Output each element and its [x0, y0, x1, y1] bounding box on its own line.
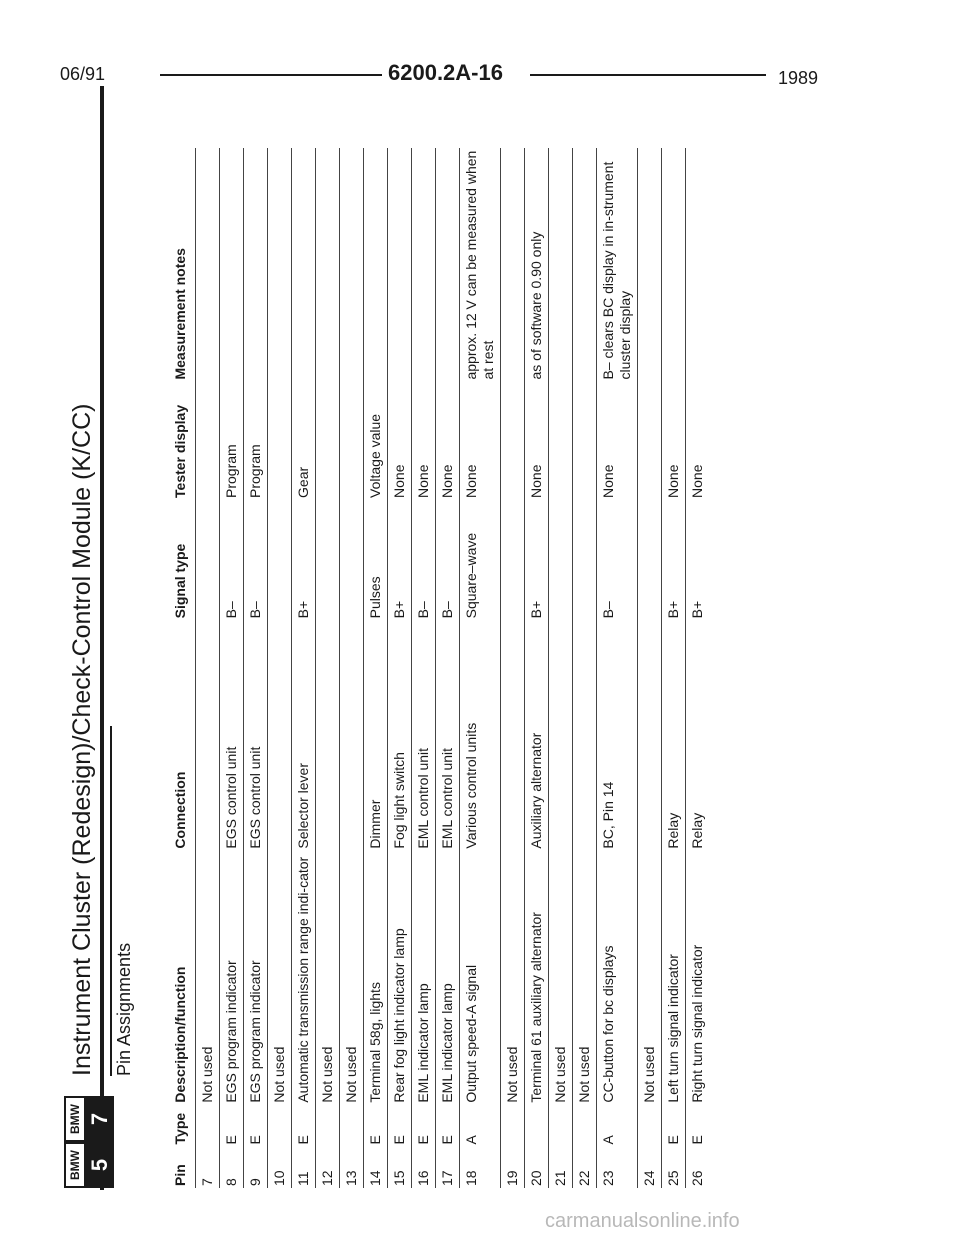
header-doc-number: 6200.2A-16 — [388, 60, 503, 85]
cell-signal: B– — [412, 500, 436, 620]
cell-type — [573, 1105, 597, 1147]
cell-pin: 23 — [597, 1146, 638, 1188]
cell-signal: B+ — [662, 500, 686, 620]
cell-tester: Gear — [292, 382, 316, 500]
table-row — [525, 148, 549, 1188]
cell-tester: None — [525, 382, 549, 500]
cell-pin: 26 — [686, 1146, 710, 1188]
cell-connection — [638, 620, 662, 850]
cell-description: Not used — [196, 851, 220, 1105]
table-row — [460, 148, 501, 1188]
cell-connection: Relay — [686, 620, 710, 850]
cell-type: E — [292, 1105, 316, 1147]
cell-signal: Pulses — [364, 500, 388, 620]
header-rule-left — [160, 74, 382, 76]
cell-notes — [573, 148, 597, 382]
table-row — [549, 148, 573, 1188]
cell-tester: None — [460, 382, 501, 500]
cell-signal — [268, 500, 292, 620]
table-row — [244, 148, 268, 1188]
cell-connection: EML control unit — [412, 620, 436, 850]
col-header-tester: Tester display — [172, 404, 188, 498]
col-header-type: Type — [172, 1112, 188, 1145]
cell-pin: 22 — [573, 1146, 597, 1188]
cell-connection: Selector lever — [292, 620, 316, 850]
logo-brand-right: BMW — [64, 1096, 86, 1142]
cell-description: Left turn signal indicator — [662, 851, 686, 1105]
cell-pin: 13 — [340, 1146, 364, 1188]
cell-type — [525, 1105, 549, 1147]
cell-tester — [340, 382, 364, 500]
table-row — [292, 148, 316, 1188]
page-subtitle: Pin Assignments — [110, 726, 135, 1076]
cell-type: E — [364, 1105, 388, 1147]
cell-notes — [220, 148, 244, 382]
cell-tester — [316, 382, 340, 500]
cell-pin: 15 — [388, 1146, 412, 1188]
cell-tester: None — [662, 382, 686, 500]
header-rule-right — [530, 74, 766, 76]
cell-tester: None — [686, 382, 710, 500]
cell-description: Terminal 61 auxiliary alternator — [525, 851, 549, 1105]
cell-tester — [549, 382, 573, 500]
cell-pin: 10 — [268, 1146, 292, 1188]
cell-description: EGS program indicator — [220, 851, 244, 1105]
cell-connection: Relay — [662, 620, 686, 850]
cell-signal — [501, 500, 525, 620]
table-row — [501, 148, 525, 1188]
cell-pin: 9 — [244, 1146, 268, 1188]
col-header-pin: Pin — [172, 1164, 188, 1186]
table-row — [196, 148, 220, 1188]
cell-description: Not used — [268, 851, 292, 1105]
cell-signal: B+ — [388, 500, 412, 620]
cell-pin: 8 — [220, 1146, 244, 1188]
cell-tester: Program — [220, 382, 244, 500]
cell-tester: Program — [244, 382, 268, 500]
table-row — [220, 148, 244, 1188]
cell-tester — [501, 382, 525, 500]
cell-description: Output speed-A signal — [460, 851, 501, 1105]
cell-signal: B+ — [686, 500, 710, 620]
cell-type — [638, 1105, 662, 1147]
pin-assignment-table — [172, 148, 709, 1188]
cell-signal: Square–wave — [460, 500, 501, 620]
cell-notes — [549, 148, 573, 382]
cell-type: E — [686, 1105, 710, 1147]
cell-signal: B– — [597, 500, 638, 620]
table-row — [436, 148, 460, 1188]
cell-signal: B– — [220, 500, 244, 620]
cell-notes — [244, 148, 268, 382]
cell-pin: 21 — [549, 1146, 573, 1188]
cell-connection: Dimmer — [364, 620, 388, 850]
cell-description: EML indicator lamp — [436, 851, 460, 1105]
cell-type: A — [597, 1105, 638, 1147]
cell-connection — [573, 620, 597, 850]
cell-connection — [501, 620, 525, 850]
cell-notes: B– clears BC display in in-strument cluster display — [597, 148, 638, 382]
cell-tester — [268, 382, 292, 500]
cell-notes — [268, 148, 292, 382]
cell-tester: None — [436, 382, 460, 500]
cell-signal: B+ — [525, 500, 549, 620]
cell-type: E — [436, 1105, 460, 1147]
cell-description: Not used — [549, 851, 573, 1105]
cell-pin: 20 — [525, 1146, 549, 1188]
cell-signal — [638, 500, 662, 620]
cell-type — [316, 1105, 340, 1147]
cell-description: Not used — [638, 851, 662, 1105]
table-row — [364, 148, 388, 1188]
table-row — [268, 148, 292, 1188]
header-year: 1989 — [778, 68, 819, 88]
cell-connection: Various control units — [460, 620, 501, 850]
watermark: carmanualsonline.info — [545, 1210, 740, 1232]
table-row — [638, 148, 662, 1188]
cell-type: E — [412, 1105, 436, 1147]
cell-connection: EGS control unit — [220, 620, 244, 850]
logo-series-right: 7 — [86, 1096, 114, 1142]
table-row — [597, 148, 638, 1188]
cell-pin: 14 — [364, 1146, 388, 1188]
cell-connection — [549, 620, 573, 850]
cell-signal — [196, 500, 220, 620]
cell-tester — [573, 382, 597, 500]
cell-pin: 11 — [292, 1146, 316, 1188]
cell-pin: 24 — [638, 1146, 662, 1188]
cell-pin: 12 — [316, 1146, 340, 1188]
table-row — [388, 148, 412, 1188]
cell-connection: Fog light switch — [388, 620, 412, 850]
cell-signal — [573, 500, 597, 620]
page-title: Instrument Cluster (Redesign)/Check-Control Module (K/CC) — [68, 403, 96, 1076]
logo-series-left: 5 — [86, 1142, 114, 1188]
cell-pin: 25 — [662, 1146, 686, 1188]
table-row — [316, 148, 340, 1188]
cell-tester — [638, 382, 662, 500]
table-row — [412, 148, 436, 1188]
cell-description: CC-button for bc displays — [597, 851, 638, 1105]
cell-notes — [340, 148, 364, 382]
cell-description: Not used — [501, 851, 525, 1105]
cell-tester: None — [597, 382, 638, 500]
table-header-row — [172, 148, 196, 1188]
table-row — [686, 148, 710, 1188]
cell-type: E — [244, 1105, 268, 1147]
cell-connection: EML control unit — [436, 620, 460, 850]
cell-notes — [412, 148, 436, 382]
cell-connection — [340, 620, 364, 850]
cell-notes — [292, 148, 316, 382]
cell-tester: None — [388, 382, 412, 500]
cell-description: Terminal 58g, lights — [364, 851, 388, 1105]
cell-pin: 19 — [501, 1146, 525, 1188]
cell-type — [501, 1105, 525, 1147]
cell-description: Rear fog light indicator lamp — [388, 851, 412, 1105]
cell-connection — [196, 620, 220, 850]
cell-type: E — [388, 1105, 412, 1147]
cell-connection: EGS control unit — [244, 620, 268, 850]
page-header — [0, 62, 960, 92]
table-row — [340, 148, 364, 1188]
table-row — [662, 148, 686, 1188]
cell-notes: as of software 0.90 only — [525, 148, 549, 382]
col-header-notes: Measurement notes — [172, 248, 188, 380]
cell-signal: B– — [436, 500, 460, 620]
cell-description: EGS program indicator — [244, 851, 268, 1105]
cell-notes — [662, 148, 686, 382]
cell-signal — [549, 500, 573, 620]
cell-notes — [196, 148, 220, 382]
cell-connection: BC, Pin 14 — [597, 620, 638, 850]
col-header-connection: Connection — [172, 771, 188, 849]
cell-notes — [501, 148, 525, 382]
cell-pin: 7 — [196, 1146, 220, 1188]
cell-pin: 17 — [436, 1146, 460, 1188]
cell-connection: Auxiliary alternator — [525, 620, 549, 850]
cell-connection — [268, 620, 292, 850]
cell-notes — [436, 148, 460, 382]
rotated-page-body — [62, 128, 762, 1188]
table-row — [573, 148, 597, 1188]
col-header-description: Description/function — [172, 966, 188, 1103]
cell-type: A — [460, 1105, 501, 1147]
cell-notes — [686, 148, 710, 382]
cell-description: Right turn signal indicator — [686, 851, 710, 1105]
logo-brand-left: BMW — [64, 1142, 86, 1188]
cell-notes: approx. 12 V can be measured when at rest — [460, 148, 501, 382]
cell-signal — [316, 500, 340, 620]
cell-signal: B– — [244, 500, 268, 620]
cell-pin: 18 — [460, 1146, 501, 1188]
cell-notes — [638, 148, 662, 382]
cell-type — [268, 1105, 292, 1147]
cell-type — [340, 1105, 364, 1147]
cell-description: Not used — [573, 851, 597, 1105]
cell-signal: B+ — [292, 500, 316, 620]
cell-type — [549, 1105, 573, 1147]
cell-tester — [196, 382, 220, 500]
cell-signal — [340, 500, 364, 620]
bmw-series-logo — [64, 1096, 114, 1188]
cell-type: E — [662, 1105, 686, 1147]
header-date: 06/91 — [60, 64, 106, 84]
cell-notes — [388, 148, 412, 382]
cell-type: E — [220, 1105, 244, 1147]
cell-description: Not used — [316, 851, 340, 1105]
cell-description: Not used — [340, 851, 364, 1105]
cell-notes — [364, 148, 388, 382]
cell-tester: Voltage value — [364, 382, 388, 500]
cell-pin: 16 — [412, 1146, 436, 1188]
cell-tester: None — [412, 382, 436, 500]
cell-type — [196, 1105, 220, 1147]
col-header-signal: Signal type — [172, 543, 188, 619]
cell-description: Automatic transmission range indi-cator — [292, 851, 316, 1105]
cell-description: EML indicator lamp — [412, 851, 436, 1105]
cell-notes — [316, 148, 340, 382]
cell-connection — [316, 620, 340, 850]
